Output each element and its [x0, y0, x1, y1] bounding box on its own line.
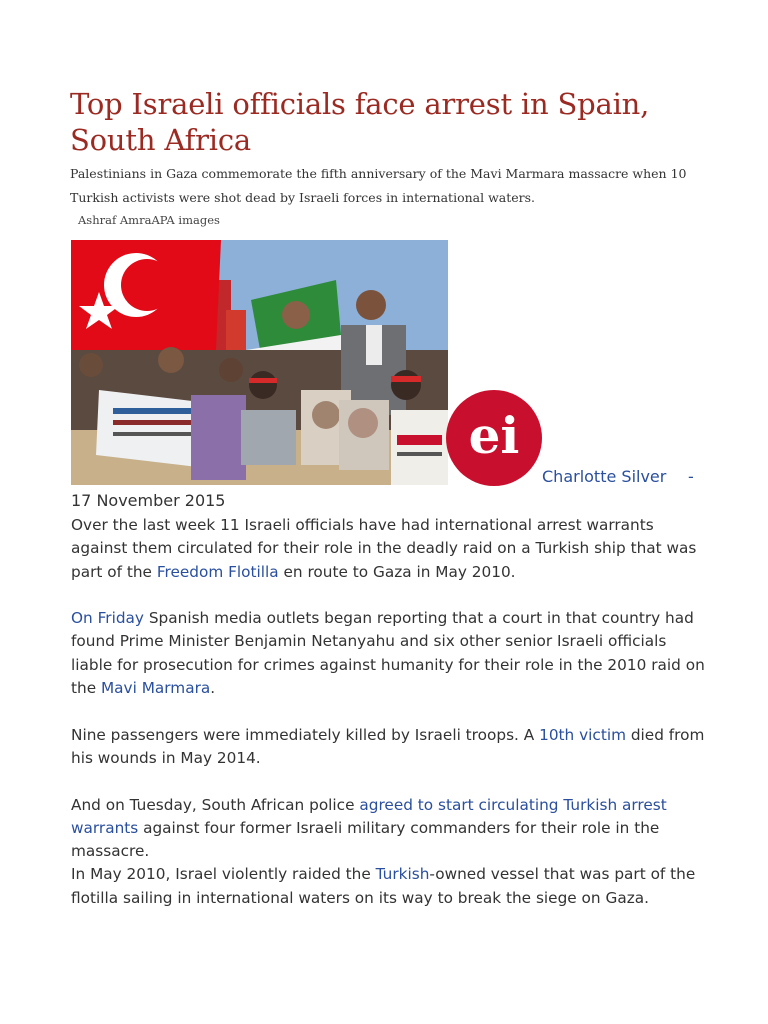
paragraph-text: Over the last week 11 Israeli officials have had international arrest warrants against them circulated for their role in the deadly raid on a Turkish ship that was part of the	[71, 516, 697, 581]
tenth-victim-link[interactable]: 10th victim	[539, 725, 626, 744]
article-date: 17 November 2015	[71, 491, 226, 510]
paragraph-text: against four former Israeli military commanders for their role in the massacre.	[71, 818, 660, 861]
paragraph-3	[71, 724, 711, 771]
paragraph-text: en route to Gaza in May 2010.	[278, 562, 516, 581]
paragraph-text: Spanish media outlets began reporting that a court in that country had found Prime Minister Benjamin Netanyahu and six other senior Israeli officials liable for prosecution for crimes against humanity for their role in the 2010 raid on the	[71, 609, 705, 698]
mavi-marmara-link[interactable]: Mavi Marmara	[100, 679, 211, 698]
paragraph-text: And on Tuesday, South African police	[71, 795, 360, 814]
paragraph-text: died from his wounds in May 2014.	[71, 725, 705, 767]
paragraph-4	[71, 794, 711, 864]
paragraph-text: Nine passengers were immediately killed by Israeli troops. A	[71, 725, 540, 744]
author-separator: -	[688, 467, 694, 486]
arrest-warrants-link[interactable]: agreed to start circulating Turkish arrest warrants	[71, 795, 667, 837]
paragraph-text: -owned vessel that was part of the flotilla sailing in international waters on its way to break the siege on Gaza.	[71, 865, 696, 907]
paragraph-text: .	[210, 679, 216, 698]
article-headline: Top Israeli officials face arrest in Spain, South Africa	[70, 87, 650, 157]
paragraph-text: In May 2010, Israel violently raided the	[71, 865, 376, 884]
freedom-flotilla-link[interactable]: Freedom Flotilla	[156, 562, 279, 581]
paragraph-5	[71, 863, 711, 910]
paragraph-2	[71, 607, 711, 700]
turkish-link[interactable]: Turkish	[375, 865, 430, 884]
logo-text: ei	[468, 406, 520, 465]
article-body	[71, 514, 711, 910]
article-photo	[71, 240, 448, 485]
electronic-intifada-logo	[446, 390, 542, 486]
photo-caption: Palestinians in Gaza commemorate the fifth anniversary of the Mavi Marmara massacre when 10 Turkish activists were shot dead by Israeli forces in international waters.	[70, 166, 687, 205]
paragraph-1	[71, 514, 711, 584]
photo-credit: Ashraf AmraAPA images	[78, 213, 220, 227]
on-friday-link[interactable]: On Friday	[71, 609, 144, 628]
author-link[interactable]: Charlotte Silver	[542, 467, 667, 486]
